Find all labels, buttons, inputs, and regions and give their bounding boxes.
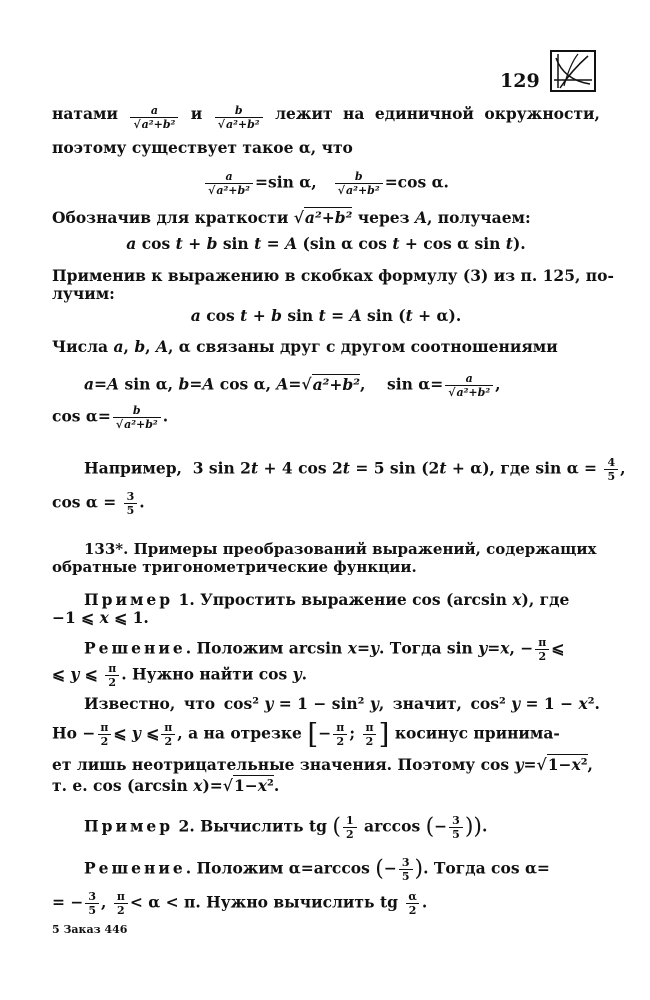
formula-line: = − $\frac{3}{5}$ , $\frac{\pi}{2}$ < α < π. Нужно вычислить tg $\frac{\alpha}{2}$ . — [52, 890, 428, 917]
text-line: Числа a, b, A, α связаны друг с другом соотношениями — [52, 337, 558, 356]
formula-line: cos α= $\frac{b}{\text{√a²+b²}}$ . — [52, 404, 169, 431]
footer-note: 5 Заказ 446 — [52, 923, 128, 936]
formula-line: a cos t + b sin t = A sin (t + α). — [190, 306, 462, 325]
text-line: натами a √a²+b² и b √a²+b² лежит на единичной окружности, — [52, 104, 600, 131]
text-line: Применив к выражению в скобках формулу (3) из п. 125, по- — [52, 266, 614, 285]
section-heading: 133*. Примеры преобразований выражений, содержащих — [84, 540, 597, 558]
text-line: Например, 3 sin 2t + 4 cos 2t = 5 sin (2t + α), где sin α = $\frac{4}{5}$ , — [84, 456, 626, 483]
formula-line: $\frac{a}{\text{√a²+b²}}$ =sin α, $\frac{b}{\text{√a²+b²}}$ =cos α. — [52, 170, 600, 197]
text-line: поэтому существует такое α, что — [52, 138, 353, 157]
text-line: Пример 1. Упростить выражение cos (arcsin x), где — [84, 590, 570, 609]
text-line: Решение. Положим α=arccos (− $\frac{3}{5}$ ). Тогда cos α= — [84, 856, 550, 883]
text-line: Пример 2. Вычислить tg ( $\frac{1}{2}$ arccos (− $\frac{3}{5}$ )). — [84, 814, 488, 841]
text-line: Обозначив для краткости √a²+b² через A, получаем: — [52, 208, 531, 227]
text-line: лучим: — [52, 284, 115, 303]
formula-line: cos α = $\frac{3}{5}$ . — [52, 490, 145, 517]
formula-line: ⩽ y ⩽ $\frac{\pi}{2}$ . Нужно найти cos y. — [52, 662, 308, 689]
text-line: Известно, что cos² y = 1 − sin² y, значит, cos² y = 1 − x². — [84, 694, 600, 713]
page-number: 129 — [500, 70, 540, 92]
section-heading: обратные тригонометрические функции. — [52, 558, 417, 576]
text-line: Но − $\frac{\pi}{2}$ ⩽ y ⩽ $\frac{\pi}{2}$ , а на отрезке [− $\frac{\pi}{2}$ ; $\frac{\pi}{2}$ ] косинус принима- — [52, 717, 560, 751]
text-line: ет лишь неотрицательные значения. Поэтому cos y=√1−x², — [52, 755, 593, 774]
text-line: Решение. Положим arcsin x=y. Тогда sin y=x, − $\frac{\pi}{2}$ ⩽ — [84, 636, 565, 663]
formula-line: −1 ⩽ x ⩽ 1. — [52, 608, 149, 627]
formula-line: a cos t + b sin t = A (sin α cos t + cos α sin t). — [126, 234, 526, 253]
graph-emblem-icon — [550, 50, 596, 92]
formula-line: a=A sin α, b=A cos α, A=√a²+b², sin α= $\frac{a}{\text{√a²+b²}}$ , — [84, 372, 501, 399]
formula-line: т. е. cos (arcsin x)=√1−x². — [52, 776, 280, 795]
